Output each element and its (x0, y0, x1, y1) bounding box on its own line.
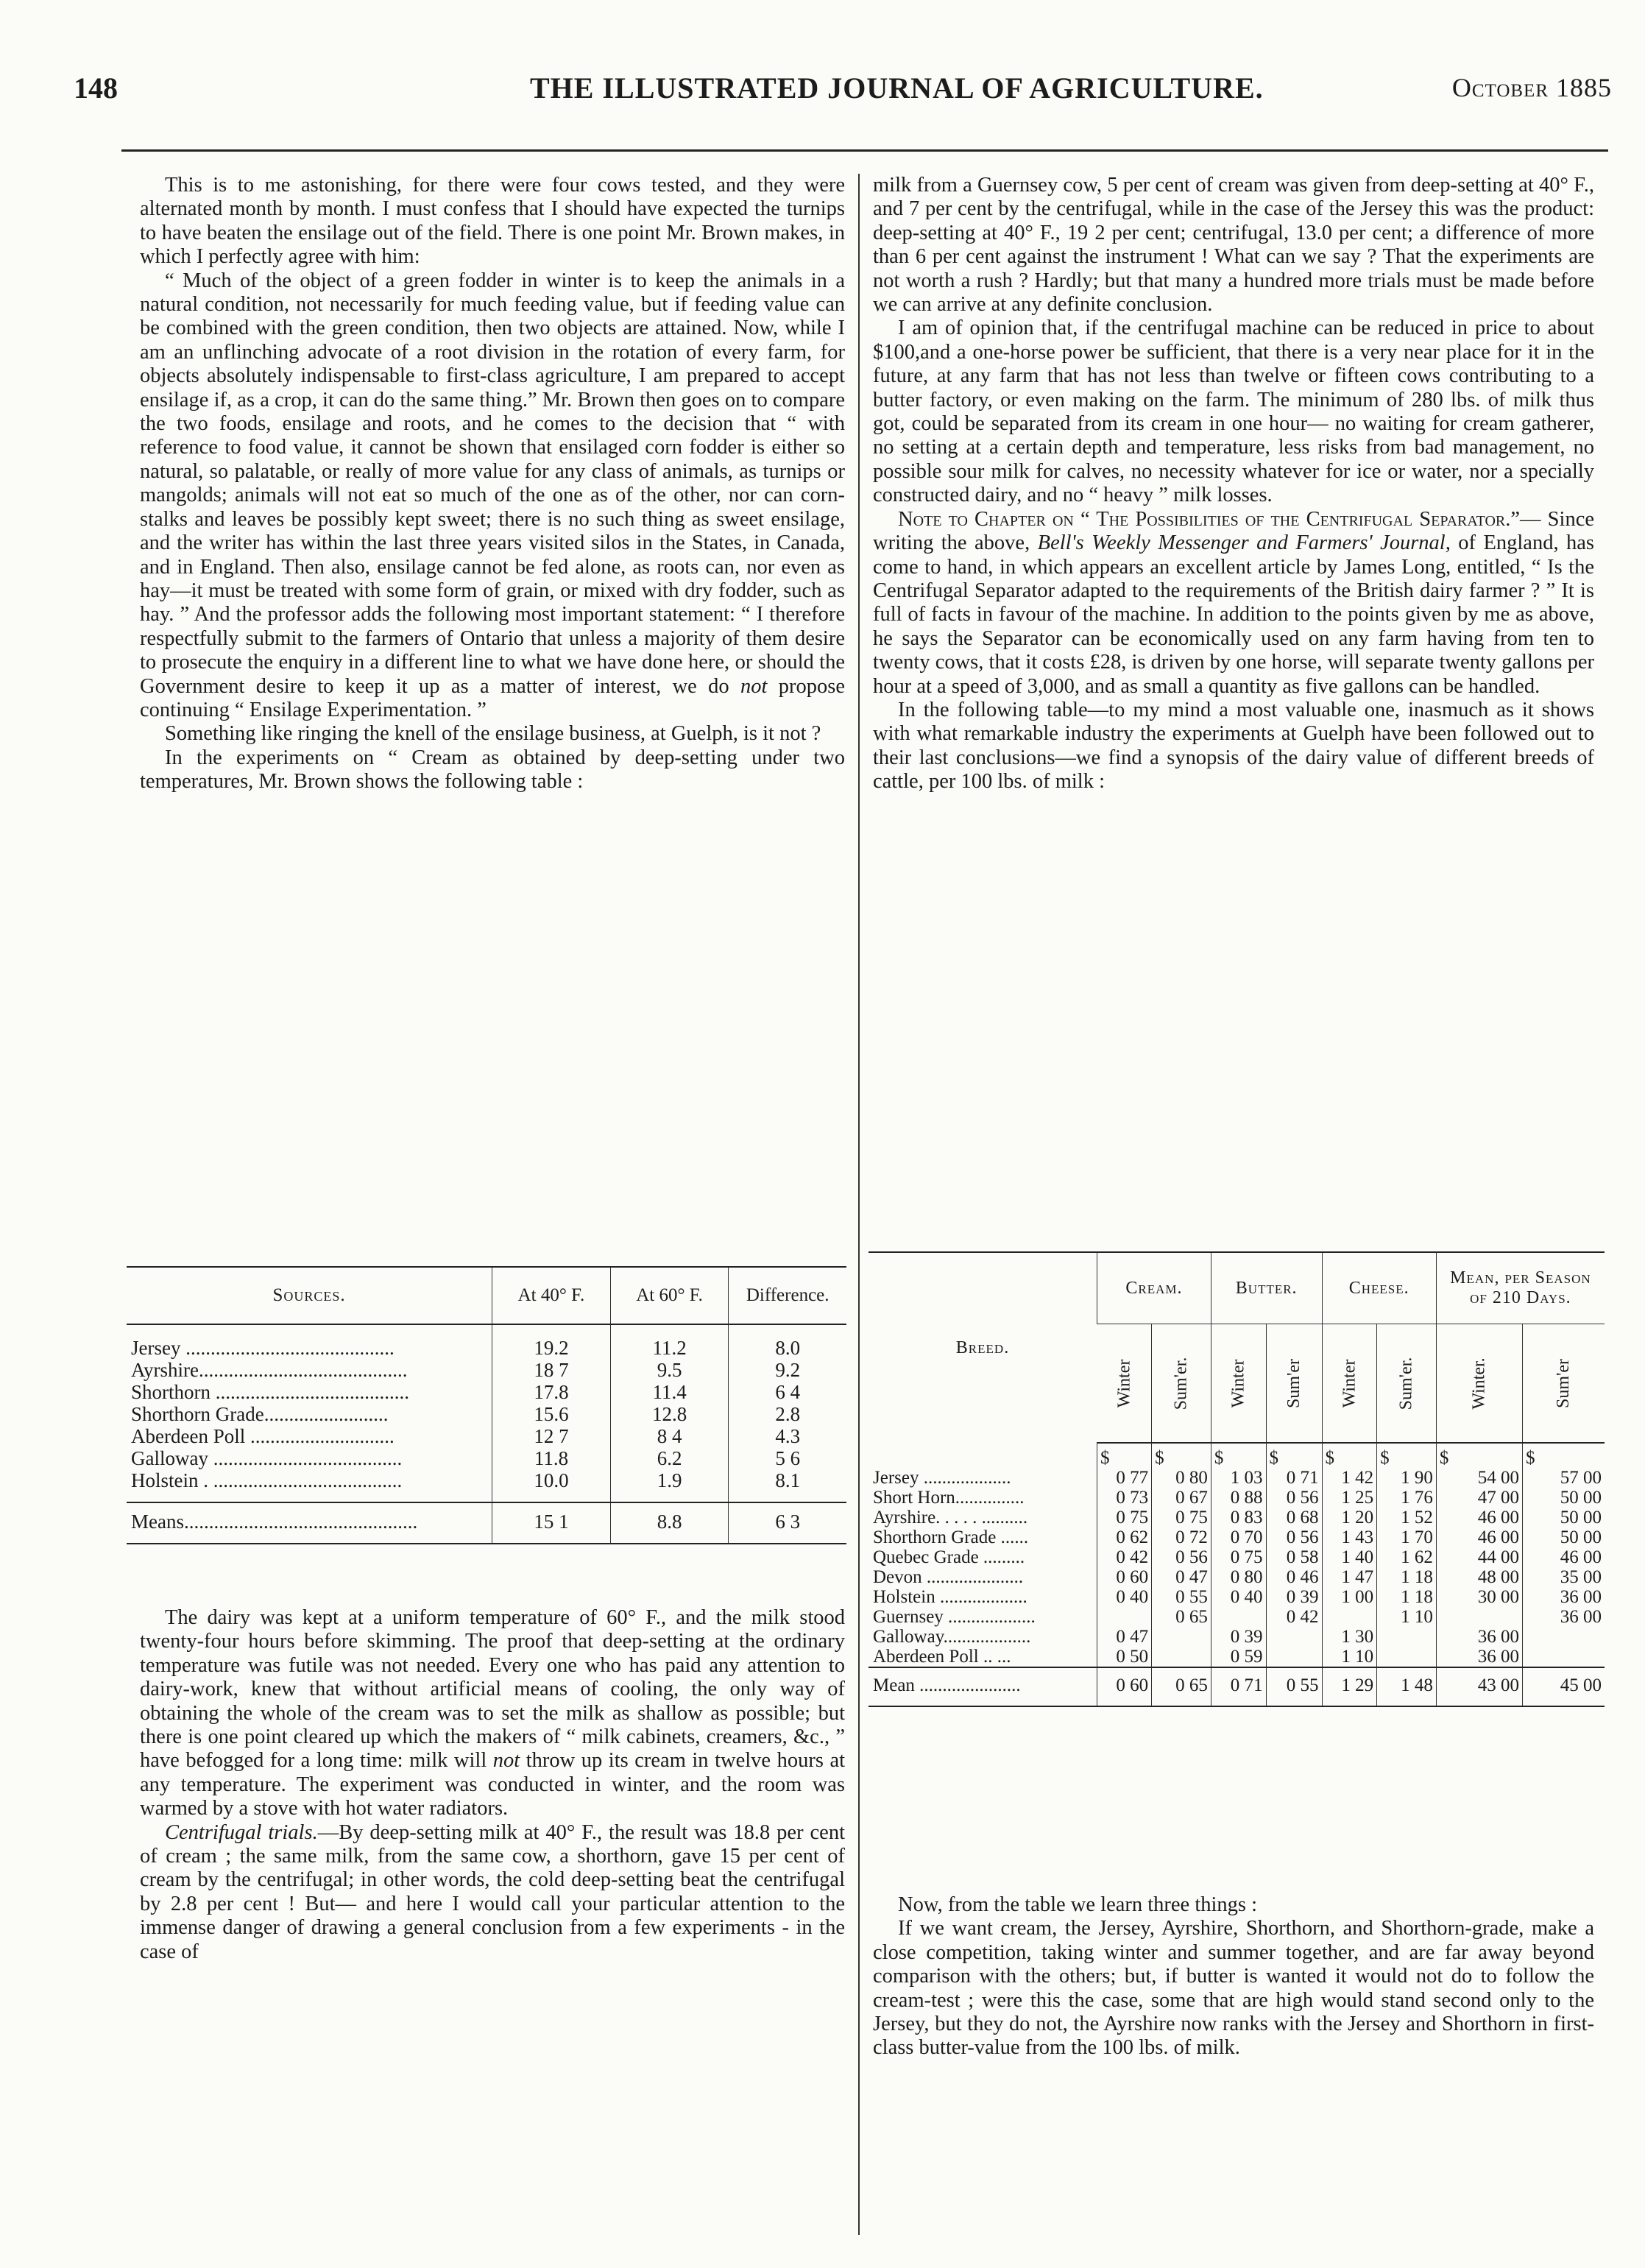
page-number: 148 (74, 71, 118, 105)
paragraph: If we want cream, the Jersey, Ayrshire, Shorthorn, and Shorthorn-grade, make a close competition, taking winter and summer together, and are far away beyond comparison with the others; but, if butter is wanted it would not do to follow the cream-test ; were this the case, some that are high would stand second only to the Jersey, but they do not, the Ayrshire now ranks with the Jersey and Shorthorn in first-class butter-value from the 100 lbs. of milk. (873, 1917, 1594, 2060)
table-row: Holstein ................... 0 40 0 55 0 40 0 39 1 00 1 18 30 00 36 00 (869, 1587, 1605, 1607)
table-row: Aberdeen Poll .. ... 0 50 0 59 1 10 36 00 (869, 1647, 1605, 1667)
dollar-row: $ $ $ $ $ $ $ $ (869, 1443, 1605, 1468)
table-row: Jersey .......................................... 19.2 11.2 8.0 (127, 1324, 846, 1359)
table-row: Ayrshire.......................................... 18 7 9.5 9.2 (127, 1359, 846, 1381)
table-row: Shorthorn Grade ...... 0 62 0 72 0 70 0 56 1 43 1 70 46 00 50 00 (869, 1527, 1605, 1547)
paragraph: milk from a Guernsey cow, 5 per cent of cream was given from deep-setting at 40° F., and 7 per cent by the centrifugal, while in the case of the Jersey this was the product: deep-setting at 40° F., 19 2 per cent; centrifugal, 13.0 per cent; a difference of more than 6 per cent against the instrument ! What can we say ? That the experiments are not worth a rush ? Hardly; but that many a hundred more trials must be made before we can arrive at any definite conclusion. (873, 174, 1594, 317)
quote-paragraph: “ Much of the object of a green fodder in winter is to keep the animals in a natural condition, not necessarily for much feeding value, but if feeding value can be combined with the green condition, then two objects are attained. Now, while I am an unflinching advocate of a root division in the rotation of every farm, for objects absolutely indispensable to first-class agriculture, I am prepared to accept ensilage if, as a crop, it can do the same thing.” Mr. Brown then goes on to compare the two foods, ensilage and roots, and he comes to the decision that “ with reference to food value, it cannot be shown that ensilaged corn fodder is either so natural, so palatable, or really of more value for any class of animals, as turnips or mangolds; animals will not eat so much of the one as of the other, nor can corn-stalks and leaves be possibly kept sweet; there is no such thing as sweet ensilage, and the writer has within the last three years visited silos in the States, in Canada, and in England. Then also, ensilage cannot be fed alone, as roots can, nor even as hay—it must be treated with some form of grain, or mixed with dry fodder, such as hay. ” And the professor adds the following most important statement: “ I therefore respectfully submit to the farmers of Ontario that unless a majority of them desire to prosecute the enquiry in a different line to what we have done here, or should the Government desire to keep it up as a matter of interest, we do not propose continuing “ Ensilage Experimentation. ” (140, 269, 846, 721)
table-row: Shorthorn Grade......................... 15.6 12.8 2.8 (127, 1403, 846, 1425)
cream-temperature-table (127, 1266, 846, 1550)
column-header: Sources. (127, 1267, 492, 1324)
right-column-lower (873, 1893, 1594, 2060)
table-row: Galloway................... 0 47 0 39 1 30 36 00 (869, 1627, 1605, 1647)
table-row: Jersey ................... 0 77 0 80 1 03 0 71 1 42 1 90 54 00 57 00 (869, 1468, 1605, 1488)
table-mean-row: Means............................................... 15 1 8.8 6 3 (127, 1502, 846, 1544)
table-row: Holstein . ...................................... 10.0 1.9 8.1 (127, 1469, 846, 1502)
column-header: At 40° F. (492, 1267, 611, 1324)
sub-header: Sum'er. (1152, 1324, 1211, 1444)
sub-header: Winter (1211, 1324, 1266, 1444)
breed-dairy-value-table (869, 1251, 1605, 1711)
sub-header: Winter (1097, 1324, 1152, 1444)
column-divider (858, 174, 860, 2235)
note-paragraph: Note to Chapter on “ The Possibilities of the Centrifugal Separator.”— Since writing the above, Bell's Weekly Messenger and Farmers' Journal, of England, has come to hand, in which appears an excellent article by James Long, entitled, “ Is the Centrifugal Separator adapted to the requirements of the British dairy farmer ? ” It is full of facts in favour of the machine. In addition to the points given by me as above, he says the Separator can be economically used on any farm having from ten to twenty cows, that it costs £28, is driven by one horse, will separate twenty gallons per hour at a speed of 3,000, and as small a quantity as five gallons can be handled. (873, 507, 1595, 698)
table-row: Guernsey ................... 0 65 0 42 1 10 36 00 (869, 1607, 1605, 1627)
paragraph: The dairy was kept at a uniform temperature of 60° F., and the milk stood twenty-four hours before skimming. The proof that deep-setting at the ordinary temperature was futile was not needed. Every one who has paid any attention to dairy-work, knew that without artificial means of cooling, the only way of obtaining the whole of the cream was to set the milk as shallow as possible; but there is one point cleared up which the makers of “ milk cabinets, creamers, &c., ” have befogged for a long time: milk will not throw up its cream in twelve hours at any temperature. The experiment was conducted in winter, and the room was warmed by a stove with hot water radiators. (140, 1606, 846, 1820)
paragraph: I am of opinion that, if the centrifugal machine can be reduced in price to about $100,and a one-horse power be sufficient, that there is a very near place for it in the future, at any farm that has not less than twelve or fifteen cows contributing to a butter factory, or even making on the farm. The minimum of 280 lbs. of milk thus got, could be separated from its cream in one hour— no waiting for cream gatherer, no setting at a certain depth and temperature, less risks from bad management, no possible sour milk for calves, no necessity whatever for ice or water, nor a specially constructed dairy, and no “ heavy ” milk losses. (873, 317, 1594, 507)
sub-header: Winter. (1436, 1324, 1522, 1444)
table-row: Aberdeen Poll ............................. 12 7 8 4 4.3 (127, 1425, 846, 1447)
table-row: Ayrshire. . . . . .......... 0 75 0 75 0 83 0 68 1 20 1 52 46 00 50 00 (869, 1508, 1605, 1527)
paragraph: This is to me astonishing, for there were four cows tested, and they were alternated month by month. I must confess that I should have expected the turnips to have beaten the ensilage out of the field. There is one point Mr. Brown makes, in which I perfectly agree with him: (140, 174, 845, 269)
issue-date: October 1885 (1451, 73, 1612, 102)
sub-header: Sum'er (1266, 1324, 1322, 1444)
paragraph: Centrifugal trials.—By deep-setting milk at 40° F., the result was 18.8 per cent of cream ; the same milk, from the same cow, a shorthorn, gave 15 per cent of cream by the centrifugal; in other words, the cold deep-setting beat the centrifugal by 2.8 per cent ! But— and here I would call your particular attention to the immense danger of drawing a general conclusion from a few experiments - in the case of (140, 1820, 845, 1963)
sub-header: Sum'er. (1377, 1324, 1437, 1444)
left-column-lower (140, 1606, 845, 1964)
page-header (74, 71, 1612, 115)
cream-header: Cream. (1097, 1252, 1211, 1324)
column-header: At 60° F. (610, 1267, 729, 1324)
table-row: Devon ..................... 0 60 0 47 0 80 0 46 1 47 1 18 48 00 35 00 (869, 1567, 1605, 1587)
header-rule (121, 149, 1608, 152)
butter-header: Butter. (1211, 1252, 1322, 1324)
paragraph: Something like ringing the knell of the ensilage business, at Guelph, is it not ? (165, 722, 821, 746)
season-header: Mean, per Season of 210 Days. (1436, 1252, 1605, 1324)
cheese-header: Cheese. (1322, 1252, 1436, 1324)
column-header: Difference. (729, 1267, 846, 1324)
table-row: Quebec Grade ......... 0 42 0 56 0 75 0 58 1 40 1 62 44 00 46 00 (869, 1547, 1605, 1567)
table-row: Short Horn............... 0 73 0 67 0 88 0 56 1 25 1 76 47 00 50 00 (869, 1488, 1605, 1508)
sub-header: Winter (1322, 1324, 1377, 1444)
paragraph: In the following table—to my mind a most valuable one, inasmuch as it shows with what remarkable industry the experiments at Guelph have been followed out to their last conclusions—we find a synopsis of the dairy value of different breeds of cattle, per 100 lbs. of milk : (873, 698, 1594, 794)
sub-header: Sum'er (1523, 1324, 1605, 1444)
table-row: Galloway ...................................... 11.8 6.2 5 6 (127, 1447, 846, 1469)
left-column-upper (140, 174, 845, 794)
table-mean-row: Mean ...................... 0 60 0 65 0 71 0 55 1 29 1 48 43 00 45 00 (869, 1667, 1605, 1706)
table-row: Shorthorn ....................................... 17.8 11.4 6 4 (127, 1381, 846, 1403)
paragraph: Now, from the table we learn three things : (898, 1893, 1258, 1916)
journal-title: THE ILLUSTRATED JOURNAL OF AGRICULTURE. (530, 71, 1264, 105)
paragraph: In the experiments on “ Cream as obtained by deep-setting under two temperatures, Mr. Brown shows the following table : (140, 746, 845, 794)
breed-header: Breed. (869, 1252, 1097, 1443)
right-column-upper (873, 174, 1594, 794)
